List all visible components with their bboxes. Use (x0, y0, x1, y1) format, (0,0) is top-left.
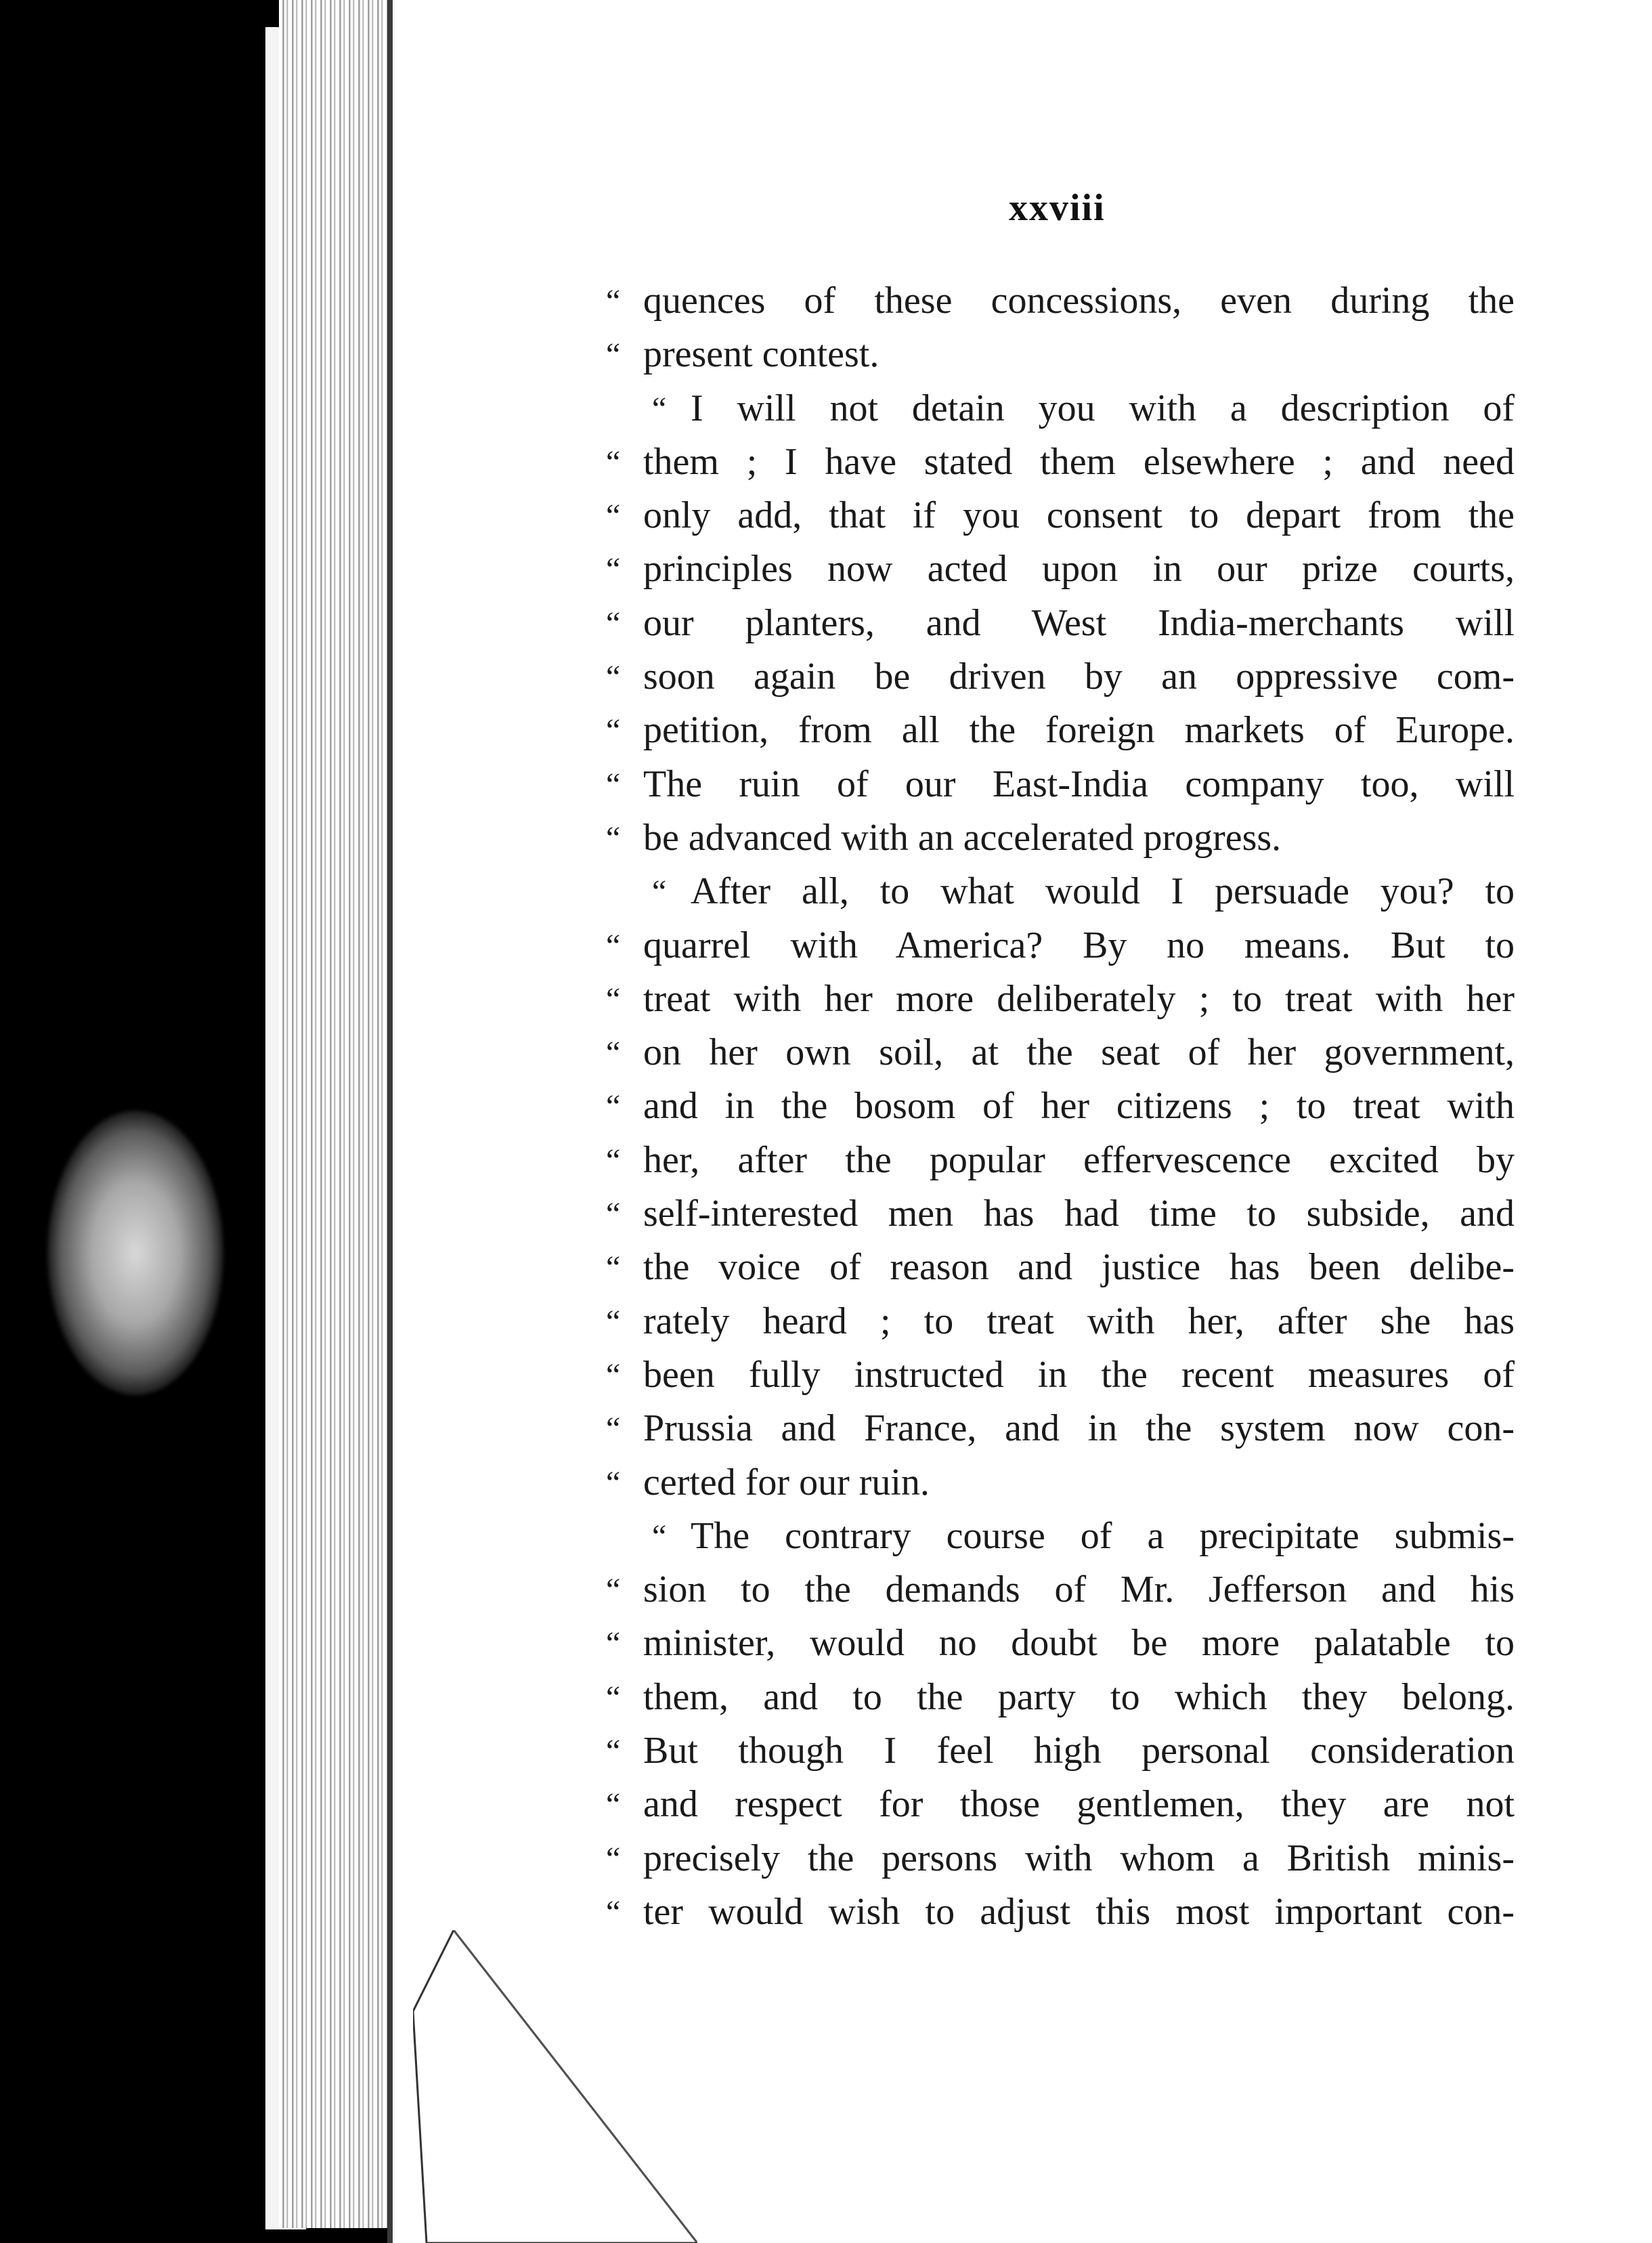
quote-mark: “ (606, 1303, 621, 1340)
text-line (606, 650, 1515, 704)
quote-mark: “ (606, 444, 621, 480)
quote-mark: “ (606, 1625, 621, 1662)
line-text: Prussia and France, and in the system now con- (643, 1407, 1515, 1450)
text-line (606, 1348, 1515, 1402)
text-line (606, 489, 1515, 542)
quote-mark: “ (606, 659, 621, 696)
book-page-edges (279, 0, 401, 2228)
text-line (606, 1885, 1515, 1939)
line-text: rately heard ; to treat with her, after she has (643, 1300, 1515, 1342)
text-line (606, 973, 1515, 1026)
text-line (606, 1080, 1515, 1133)
line-text: certed for our ruin. (643, 1461, 930, 1503)
line-text: and in the bosom of her citizens ; to treat with (643, 1085, 1515, 1128)
quote-mark: “ (606, 498, 621, 534)
quote-mark: “ (606, 981, 621, 1017)
quote-mark: “ (606, 1894, 621, 1930)
line-text: them ; I have stated them elsewhere ; and need (643, 440, 1515, 483)
line-text: been fully instructed in the recent measures of (643, 1353, 1515, 1396)
quote-mark: “ (606, 1733, 621, 1770)
line-text: sion to the demands of Mr. Jefferson and his (643, 1568, 1515, 1611)
line-text: and respect for those gentlemen, they are not (643, 1783, 1515, 1826)
line-text: petition, from all the foreign markets of Europe. (643, 709, 1515, 752)
line-text: The contrary course of a precipitate submis- (691, 1514, 1515, 1557)
quote-mark: “ (652, 1518, 667, 1554)
line-text: The ruin of our East-India company too, will (643, 763, 1515, 805)
line-text: them, and to the party to which they belong. (643, 1675, 1515, 1718)
quote-mark: “ (606, 283, 621, 319)
line-text: I will not detain you with a description of (691, 387, 1515, 429)
text-line (606, 1724, 1515, 1778)
text-line (606, 811, 1515, 865)
quote-mark: “ (606, 1088, 621, 1125)
quote-mark: “ (606, 1840, 621, 1877)
body-text (606, 274, 1515, 1939)
text-line (606, 1510, 1515, 1563)
line-text: quarrel with America? By no means. But to (643, 924, 1515, 966)
running-head: xxviii (1009, 187, 1106, 229)
text-line (606, 274, 1515, 328)
line-text: self-interested men has had time to subside, and (643, 1193, 1515, 1235)
text-line (606, 704, 1515, 757)
line-text: ter would wish to adjust this most important con- (643, 1890, 1515, 1933)
quote-mark: “ (606, 1357, 621, 1393)
text-line (606, 1778, 1515, 1831)
line-text: principles now acted upon in our prize courts, (643, 548, 1515, 591)
line-text: our planters, and West India-merchants will (643, 601, 1515, 644)
quote-mark: “ (606, 712, 621, 749)
quote-mark: “ (606, 605, 621, 641)
line-text: be advanced with an accelerated progress. (643, 816, 1282, 859)
text-line (606, 1187, 1515, 1241)
line-text: soon again be driven by an oppressive com- (643, 656, 1515, 698)
quote-mark: “ (606, 1249, 621, 1286)
quote-mark: “ (606, 1679, 621, 1715)
text-line (606, 1671, 1515, 1724)
line-text: After all, to what would I persuade you? to (691, 870, 1515, 913)
text-line (606, 865, 1515, 918)
folded-corner (413, 1930, 697, 2243)
quote-mark: “ (606, 1142, 621, 1178)
text-line (606, 542, 1515, 596)
quote-mark: “ (606, 1572, 621, 1608)
text-line (606, 1617, 1515, 1670)
text-line (606, 758, 1515, 811)
text-line (606, 1134, 1515, 1187)
text-line (606, 328, 1515, 381)
text-line (606, 597, 1515, 650)
text-line (606, 1832, 1515, 1885)
quote-mark: “ (606, 1035, 621, 1071)
quote-mark: “ (652, 874, 667, 910)
quote-mark: “ (652, 390, 667, 427)
line-text: But though I feel high personal consideration (643, 1730, 1515, 1772)
text-line (606, 1241, 1515, 1294)
line-text: quences of these concessions, even during the (643, 280, 1515, 322)
line-text: the voice of reason and justice has been delibe- (643, 1246, 1515, 1289)
text-line (606, 1026, 1515, 1080)
page-stain (47, 1111, 223, 1395)
line-text: her, after the popular effervescence excited by (643, 1138, 1515, 1181)
line-text: on her own soil, at the seat of her government, (643, 1031, 1515, 1074)
text-line (606, 919, 1515, 973)
quote-mark: “ (606, 1196, 621, 1233)
quote-mark: “ (606, 927, 621, 964)
line-text: treat with her more deliberately ; to treat with her (643, 977, 1515, 1020)
text-line (606, 1402, 1515, 1455)
quote-mark: “ (606, 1411, 621, 1447)
line-text: present contest. (643, 333, 879, 376)
line-text: minister, would no doubt be more palatable to (643, 1622, 1515, 1665)
quote-mark: “ (606, 1464, 621, 1501)
text-line (606, 1456, 1515, 1510)
text-line (606, 1295, 1515, 1348)
quote-mark: “ (606, 819, 621, 856)
quote-mark: “ (606, 551, 621, 588)
text-line (606, 435, 1515, 489)
line-text: precisely the persons with whom a British minis- (643, 1837, 1515, 1879)
text-line (606, 1563, 1515, 1617)
text-line (606, 382, 1515, 435)
quote-mark: “ (606, 337, 621, 373)
quote-mark: “ (606, 766, 621, 803)
quote-mark: “ (606, 1787, 621, 1823)
line-text: only add, that if you consent to depart from the (643, 494, 1515, 537)
